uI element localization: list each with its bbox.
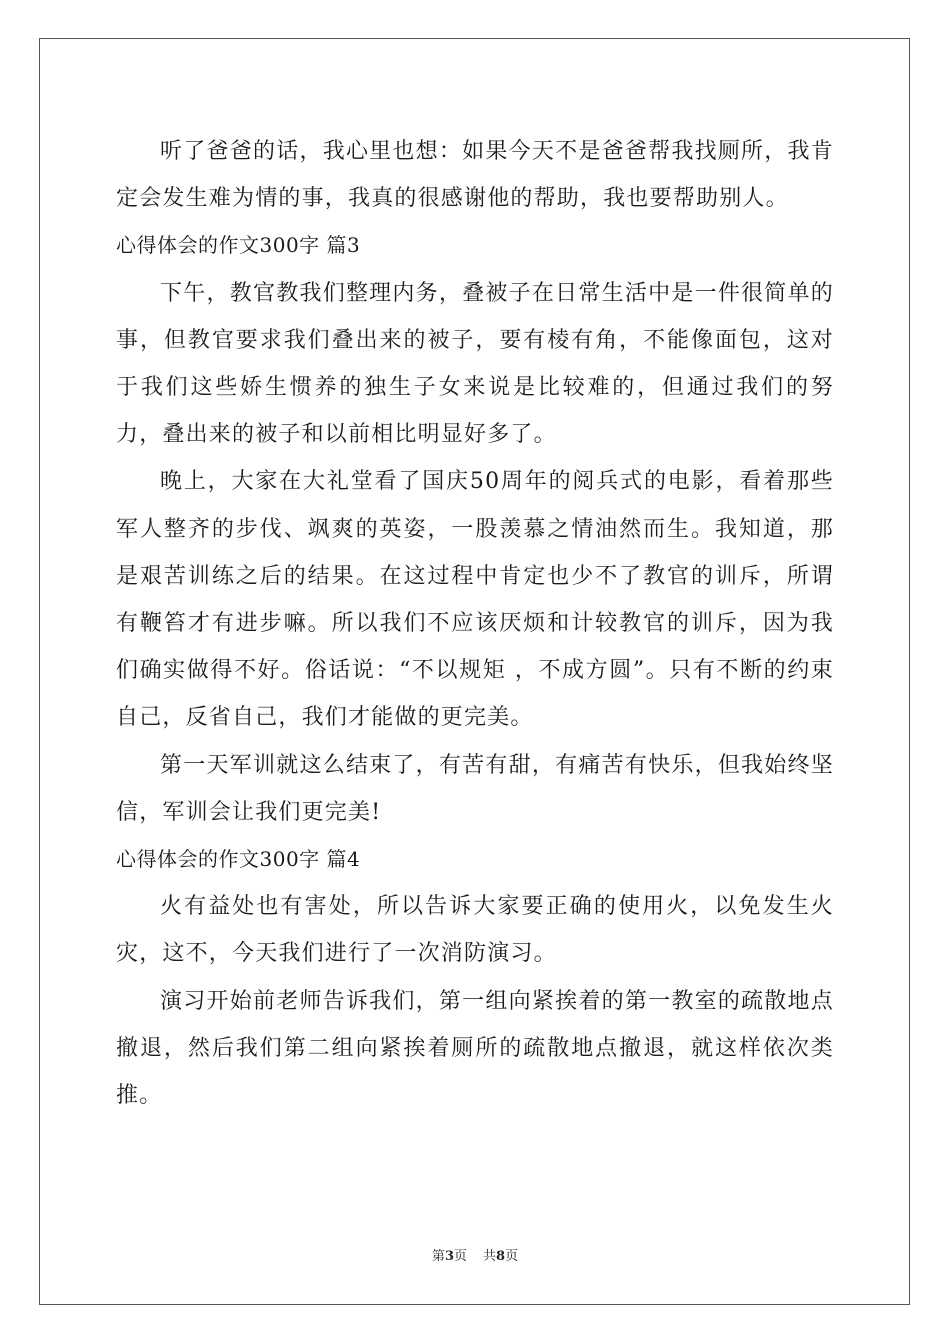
paragraph: 听了爸爸的话，我心里也想：如果今天不是爸爸帮我找厕所，我肯定会发生难为情的事，我真的很感谢他的帮助，我也要帮助别人。 xyxy=(116,139,834,212)
page-footer xyxy=(0,1245,950,1264)
paragraph: 火有益处也有害处，所以告诉大家要正确的使用火，以免发生火灾，这不，今天我们进行了一次消防演习。 xyxy=(116,894,834,967)
paragraph: 晚上，大家在大礼堂看了国庆50周年的阅兵式的电影，看着那些军人整齐的步伐、飒爽的英姿，一股羡慕之情油然而生。我知道，那是艰苦训练之后的结果。在这过程中肯定也少不了教官的训斥，所谓有鞭笞才有进步嘛。所以我们不应该厌烦和计较教官的训斥，因为我们确实做得不好。俗话说：“不以规矩 ，不成方圆”。只有不断的约束自己，反省自己，我们才能做的更完美。 xyxy=(116,469,834,731)
paragraph: 第一天军训就这么结束了，有苦有甜，有痛苦有快乐，但我始终坚信，军训会让我们更完美! xyxy=(116,752,834,825)
current-page-number: 3 xyxy=(444,1249,454,1264)
total-label-prefix: 共 xyxy=(483,1249,497,1264)
page-label-suffix: 页 xyxy=(453,1249,467,1264)
paragraph: 下午，教官教我们整理内务，叠被子在日常生活中是一件很简单的事，但教官要求我们叠出来的被子，要有棱有角，不能像面包，这对于我们这些娇生惯养的独生子女来说是比较难的，但通过我们的努力，叠出来的被子和以前相比明显好多了。 xyxy=(116,280,834,448)
total-page-number: 8 xyxy=(496,1249,506,1264)
document-body xyxy=(116,128,834,1119)
total-label-suffix: 页 xyxy=(505,1249,519,1264)
section-heading: 心得体会的作文300字 篇4 xyxy=(116,847,361,872)
section-heading: 心得体会的作文300字 篇3 xyxy=(116,233,361,258)
page-label-prefix: 第 xyxy=(431,1249,445,1264)
paragraph: 演习开始前老师告诉我们，第一组向紧挨着的第一教室的疏散地点撤退，然后我们第二组向紧挨着厕所的疏散地点撤退，就这样依次类推。 xyxy=(116,988,834,1109)
